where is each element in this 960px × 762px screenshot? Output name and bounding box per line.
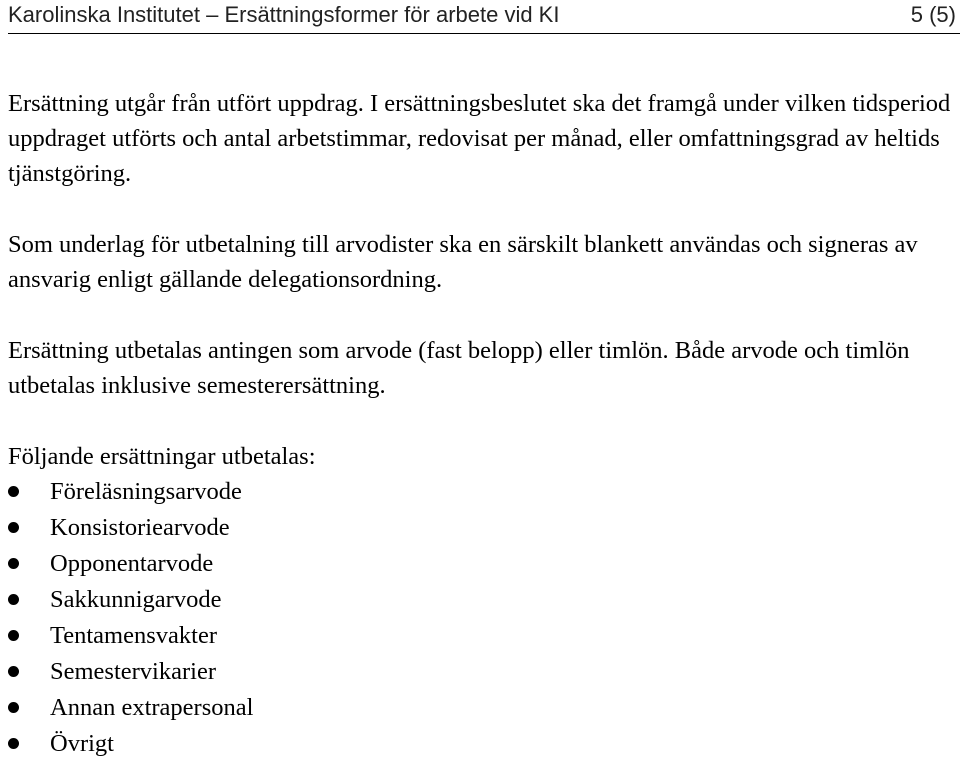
paragraph-fee-types: Ersättning utbetalas antingen som arvode (fast belopp) eller timlön. Både arvode och timlön utbetalas inklusive semesterersättning. xyxy=(8,337,910,399)
list-item xyxy=(8,546,956,582)
list-item-label: Sakkunnigarvode xyxy=(50,586,222,613)
document-title: Karolinska Institutet – Ersättningsformer för arbete vid KI xyxy=(8,2,560,27)
list-item-label: Övrigt xyxy=(50,730,114,757)
bullet-icon xyxy=(8,630,19,641)
header-divider xyxy=(8,33,960,34)
list-item-label: Tentamensvakter xyxy=(50,622,217,649)
list-item xyxy=(8,654,956,690)
bullet-icon xyxy=(8,558,19,569)
list-item-label: Föreläsningsarvode xyxy=(50,478,242,505)
list-item xyxy=(8,726,956,762)
bullet-icon xyxy=(8,522,19,533)
list-intro: Följande ersättningar utbetalas: xyxy=(8,443,316,470)
paragraph-payment-form: Som underlag för utbetalning till arvodister ska en särskilt blankett användas och signeras av ansvarig enligt gällande delegationsordning. xyxy=(8,231,918,293)
bullet-icon xyxy=(8,702,19,713)
page-number: 5 (5) xyxy=(910,2,956,27)
list-item xyxy=(8,618,956,654)
list-item-label: Konsistoriearvode xyxy=(50,514,230,541)
list-item-label: Opponentarvode xyxy=(50,550,214,577)
list-item xyxy=(8,510,956,546)
bullet-icon xyxy=(8,486,19,497)
document-body xyxy=(8,86,956,762)
page-header xyxy=(8,0,960,34)
list-item xyxy=(8,474,956,510)
paragraph-remuneration-basis: Ersättning utgår från utfört uppdrag. I ersättningsbeslutet ska det framgå under vilken tidsperiod uppdraget utförts och antal arbetstimmar, redovisat per månad, eller omfattningsgrad av heltids tjänstgöring. xyxy=(8,90,951,187)
list-item-label: Semestervikarier xyxy=(50,658,216,685)
list-item xyxy=(8,690,956,726)
list-item-label: Annan extrapersonal xyxy=(50,694,254,721)
compensation-list xyxy=(8,474,956,762)
bullet-icon xyxy=(8,666,19,677)
list-item xyxy=(8,582,956,618)
bullet-icon xyxy=(8,594,19,605)
